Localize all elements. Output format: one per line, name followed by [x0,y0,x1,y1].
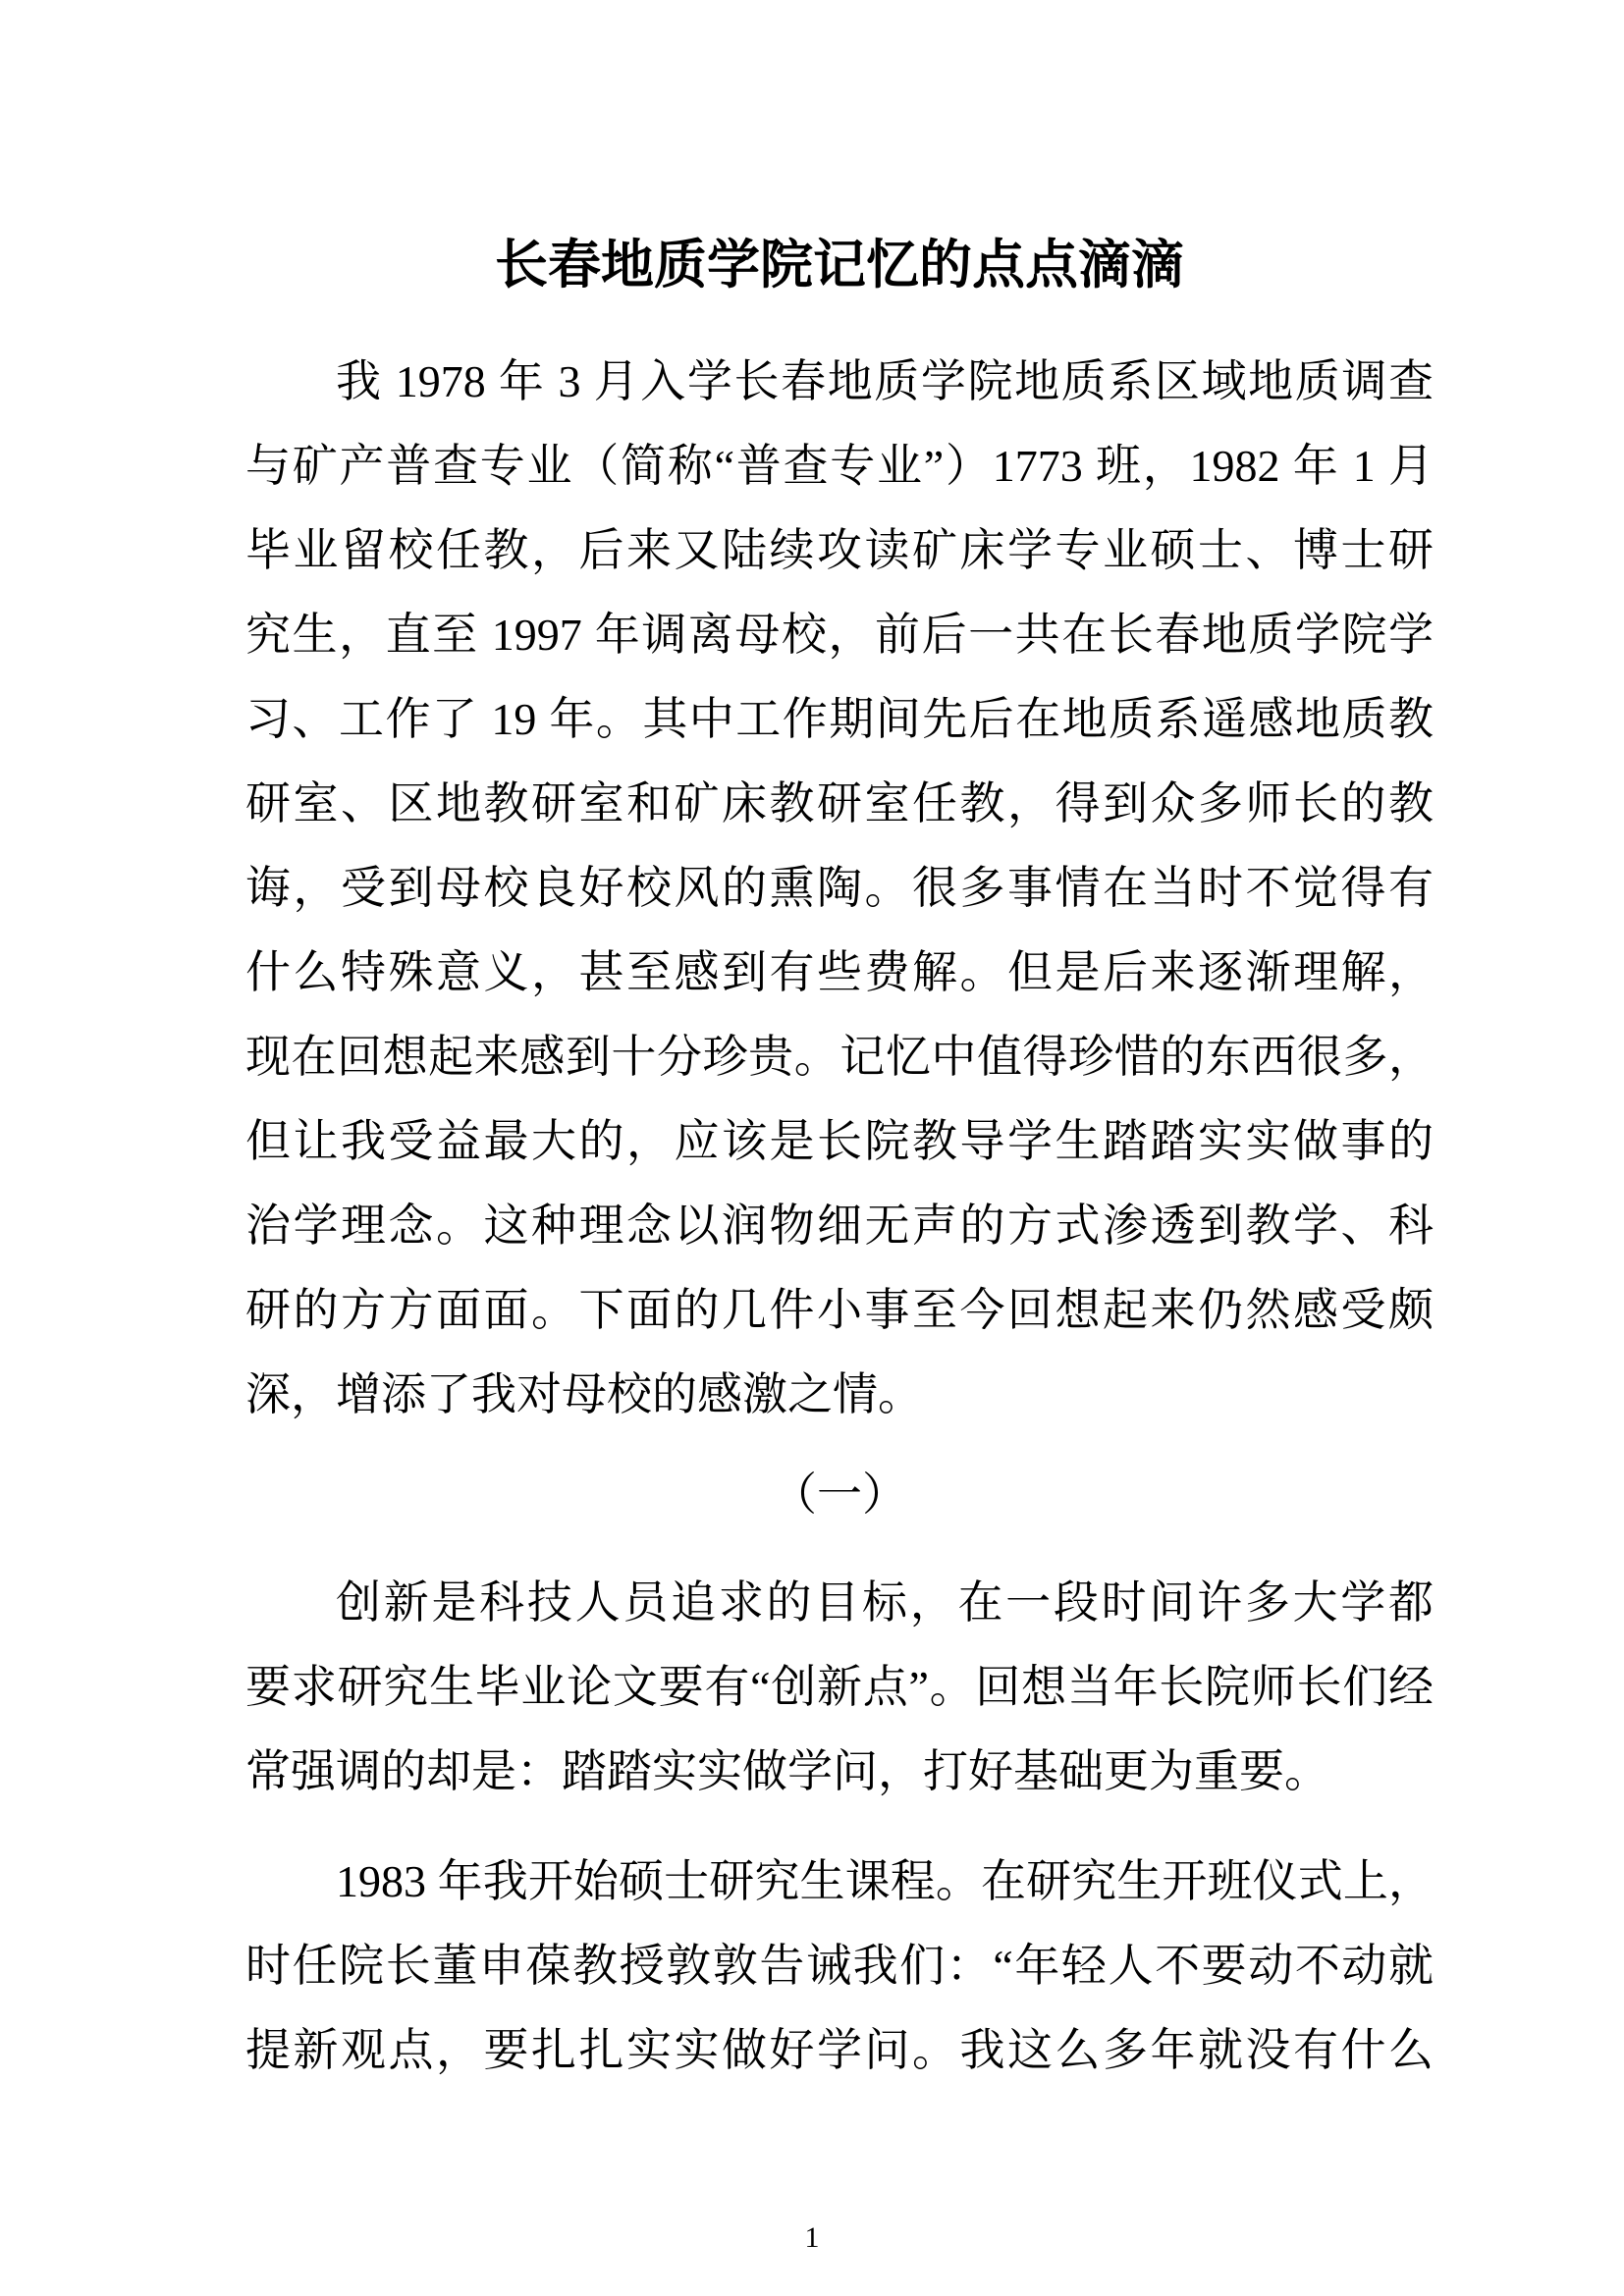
section-divider [245,1453,1434,1537]
document-line: 时任院长董申葆教授敦敦告诫我们：“年轻人不要动不动就 [245,1941,1434,1991]
document-line: 治学理念。这种理念以润物细无声的方式渗透到教学、科 [245,1201,1434,1251]
document-line: 什么特殊意义，甚至感到有些费解。但是后来逐渐理解， [245,947,1434,997]
document-line: 1983 年我开始硕士研究生课程。在研究生开班仪式上， [336,1856,1434,1906]
document-line: 但让我受益最大的，应该是长院教导学生踏踏实实做事的 [245,1116,1434,1166]
document-line: 常强调的却是：踏踏实实做学问，打好基础更为重要。 [245,1746,1329,1796]
document-line: 要求研究生毕业论文要有“创新点”。回想当年长院师长们经 [245,1662,1434,1712]
document-line: 研的方方面面。下面的几件小事至今回想起来仍然感受颇 [245,1285,1434,1335]
document-line: 创新是科技人员追求的目标，在一段时间许多大学都 [336,1577,1434,1628]
document-title: 长春地质学院记忆的点点滴滴 [495,236,1184,294]
document-content [245,226,1434,2093]
page-number: 1 [804,2221,820,2254]
document-line: 毕业留校任教，后来又陆续攻读矿床学专业硕士、博士研 [245,525,1434,575]
document-line: 深，增添了我对母校的感激之情。 [245,1369,923,1419]
document-line: 诲，受到母校良好校风的熏陶。很多事情在当时不觉得有 [245,863,1434,913]
document-line: 习、工作了 19 年。其中工作期间先后在地质系遥感地质教 [245,694,1434,744]
section-divider-label: （一） [772,1469,907,1520]
paragraph [245,1840,1434,2093]
document-line: 现在回想起来感到十分珍贵。记忆中值得珍惜的东西很多， [245,1032,1434,1082]
document-line: 与矿产普查专业（简称“普查专业”）1773 班，1982 年 1 月 [245,441,1434,491]
paragraph [245,340,1434,1437]
document-line: 我 1978 年 3 月入学长春地质学院地质系区域地质调查 [336,356,1434,406]
document-line: 究生，直至 1997 年调离母校，前后一共在长春地质学院学 [245,610,1434,660]
paragraph [245,1561,1434,1814]
document-line: 提新观点，要扎扎实实做好学问。我这么多年就没有什么 [245,2025,1434,2075]
document-line: 研室、区地教研室和矿床教研室任教，得到众多师长的教 [245,778,1434,828]
